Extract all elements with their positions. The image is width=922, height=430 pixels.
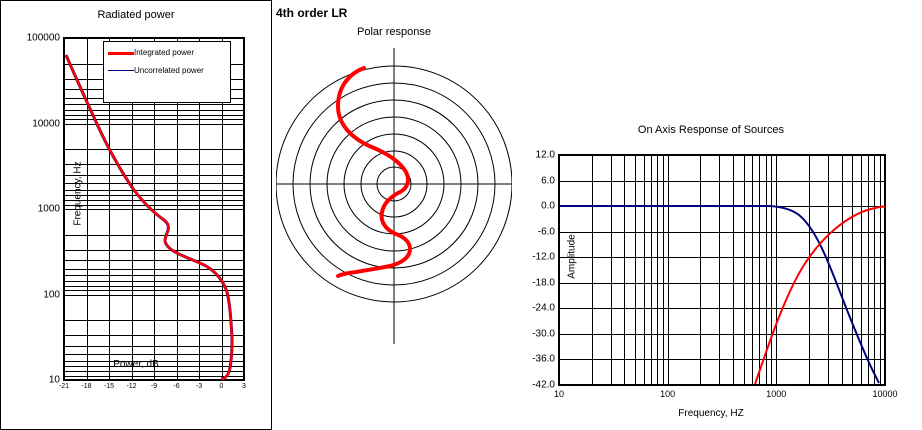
x-tick-label: -12 [126, 383, 137, 390]
polar-response-title: Polar response [357, 26, 431, 38]
polar-response-chart-panel [276, 0, 512, 430]
on-axis-y-axis-label: Amplitude [566, 234, 578, 279]
polar-response-curve [338, 68, 410, 276]
y-tick-label: 0.0 [541, 200, 555, 212]
x-tick-label: -9 [150, 383, 158, 390]
y-tick-label: 6.0 [541, 175, 555, 187]
y-tick-label: 10 [48, 374, 60, 386]
y-tick-label: -24.0 [532, 302, 555, 314]
on-axis-curves [559, 155, 885, 385]
y-tick-label: -36.0 [532, 353, 555, 365]
legend-label-integrated-power: Integrated power [134, 48, 195, 57]
legend-item-uncorrelated-power [108, 66, 226, 76]
uncorrelated-power-curve [66, 55, 232, 379]
x-tick-label: 10000 [872, 389, 898, 399]
y-tick-label: 10000 [32, 118, 60, 129]
x-tick-label: 10 [553, 389, 565, 399]
y-tick-label: 100 [43, 289, 60, 300]
x-tick-label: -18 [81, 383, 92, 390]
x-tick-label: -3 [195, 383, 203, 390]
x-tick-label: -21 [58, 383, 70, 390]
on-axis-response-plot-area [532, 149, 898, 399]
x-tick-label: 100 [660, 389, 676, 399]
radiated-power-legend [103, 41, 231, 103]
y-tick-label: -18.0 [532, 277, 555, 289]
x-tick-label: 0 [219, 383, 224, 390]
y-tick-label: 1000 [37, 203, 60, 215]
radiated-power-chart-panel [0, 0, 272, 430]
y-tick-label: 100000 [26, 32, 60, 44]
legend-label-uncorrelated-power: Uncorrelated power [134, 66, 204, 75]
radiated-power-title: Radiated power [97, 9, 175, 21]
legend-item-integrated-power [108, 48, 226, 58]
polar-response-plot [276, 44, 512, 364]
y-tick-label: -30.0 [532, 328, 555, 340]
y-tick-label: -6.0 [537, 226, 555, 238]
y-tick-label: -42.0 [532, 379, 555, 391]
legend-swatch-uncorrelated-power [108, 66, 134, 76]
y-tick-label: -12.0 [532, 251, 555, 263]
y-tick-label: 12.0 [535, 149, 555, 161]
x-tick-label: -6 [173, 383, 180, 390]
integrated-power-curve [66, 55, 232, 379]
on-axis-response-title: On Axis Response of Sources [637, 124, 785, 136]
x-tick-label: 3 [242, 383, 246, 390]
radiated-power-y-axis-label: Frequency, Hz [72, 161, 84, 226]
page-heading: 4th order LR [276, 6, 348, 20]
on-axis-response-chart-panel [500, 118, 922, 430]
x-tick-label: -15 [103, 383, 115, 390]
on-axis-x-axis-label: Frequency, HZ [678, 408, 744, 419]
x-tick-label: 1000 [766, 389, 787, 399]
highpass-response-curve [755, 206, 885, 384]
radiated-power-x-axis-label: Power, dB [113, 359, 159, 370]
legend-swatch-integrated-power [108, 48, 134, 58]
